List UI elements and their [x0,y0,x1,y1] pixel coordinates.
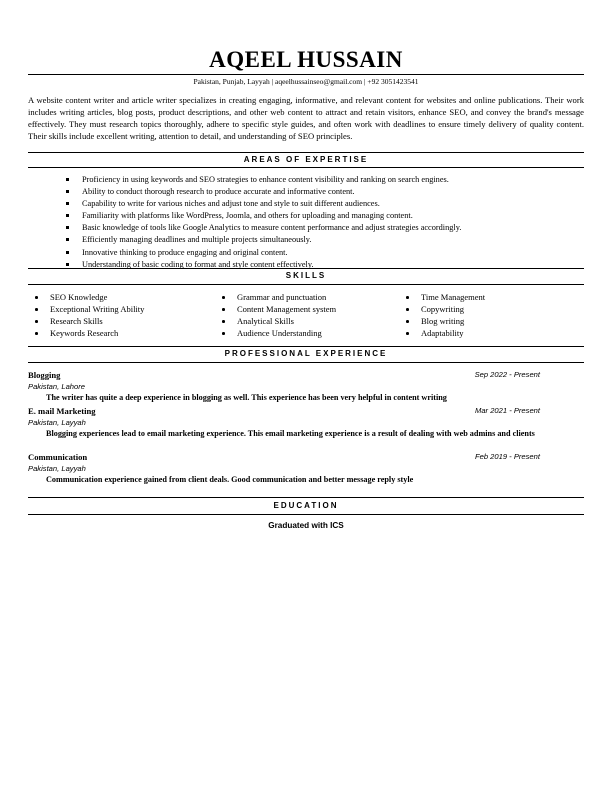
skill-item: Adaptability [421,327,485,339]
list-item: Innovative thinking to produce engaging and original content. [82,247,461,259]
divider [28,514,584,515]
section-heading-expertise: AREAS OF EXPERTISE [243,155,369,164]
divider [28,152,584,153]
job-location: Pakistan, Layyah [28,464,86,473]
list-item: Capability to write for various niches and adjust tone and style to suit different audiences. [82,198,461,210]
job-description: Blogging experiences lead to email marketing experience. This email marketing experience is a result of dealing with web admins and clients [46,429,535,438]
skill-item: Exceptional Writing Ability [50,304,145,314]
list-item: Proficiency in using keywords and SEO strategies to enhance content visibility and ranking on search engines. [82,174,461,186]
section-heading-education: EDUCATION [273,501,339,510]
expertise-list [82,174,461,271]
job-dates: Feb 2019 - Present [474,452,540,461]
job-location: Pakistan, Layyah [28,418,86,427]
skill-item: Analytical Skills [237,315,336,327]
job-description: The writer has quite a deep experience in blogging as well. This experience has been very helpful in content writing [46,393,447,402]
skill-item: Research Skills [50,315,144,327]
education-entry: Graduated with ICS [268,521,344,530]
list-item: Familiarity with platforms like WordPress, Joomla, and others for uploading and managing content. [82,210,461,222]
skills-column-3 [421,291,485,339]
list-item: Ability to conduct thorough research to produce accurate and informative content. [82,186,461,198]
professional-summary: A website content writer and article writer specializes in creating engaging, informative, and relevant content for websites and online publications. Their work includes writing articles, blog posts, product descriptions, and other web content to attract and retain visitors, enhance SEO, and convey the brand's message effectively. They must research topics thoroughly, adhere to specific style guides, and often work with deadlines to ensure timely delivery of quality content. Their skills include excellent writing, attention to detail, and understanding of SEO principles. [28,95,584,142]
job-title: Communication [28,452,88,462]
divider [28,362,584,363]
divider [28,74,584,75]
divider [28,268,584,269]
skill-item: Keywords Research [50,327,144,339]
skill-item: SEO Knowledge [50,291,144,303]
divider [28,346,584,347]
job-dates: Sep 2022 - Present [474,370,540,379]
candidate-name: AQEEL HUSSAIN [209,47,403,72]
divider [28,167,584,168]
skill-item: Grammar and punctuation [237,291,336,303]
divider [28,497,584,498]
contact-line: Pakistan, Punjab, Layyah | aqeelhussainseo@gmail.com | +92 3051423541 [193,77,419,86]
list-item: Efficiently managing deadlines and multiple projects simultaneously. [82,234,461,246]
job-title: Blogging [28,370,61,380]
job-dates: Mar 2021 - Present [475,406,540,415]
job-description: Communication experience gained from client deals. Good communication and better message reply style [46,475,414,484]
skill-item: Copywriting [421,303,485,315]
skills-column-2 [237,291,336,339]
job-entry [28,451,540,486]
section-heading-experience: PROFESSIONAL EXPERIENCE [224,349,388,358]
skill-item: Blog writing [421,315,485,327]
skill-item: Audience Understanding [237,327,336,339]
section-heading-skills: SKILLS [285,271,327,280]
job-location: Pakistan, Lahore [28,382,85,391]
skills-column-1 [50,291,144,339]
skill-item: Time Management [421,292,486,302]
list-item: Understanding of basic coding to format and style content effectively. [82,259,461,271]
skill-item: Content Management system [237,304,337,314]
list-item: Basic knowledge of tools like Google Analytics to measure content performance and adjust strategies accordingly. [82,222,461,234]
job-entry [28,369,540,404]
divider [28,284,584,285]
job-title: E. mail Marketing [28,406,96,416]
job-entry [28,405,540,440]
